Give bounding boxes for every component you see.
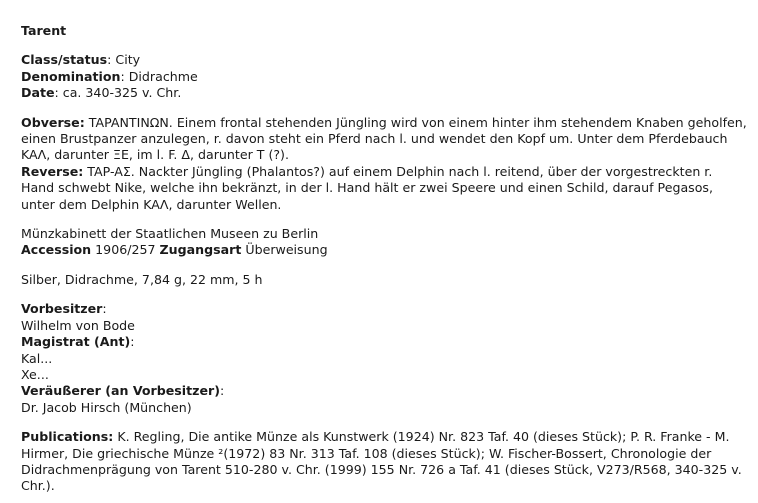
- veraeusserer-value: Dr. Jacob Hirsch (München): [21, 399, 192, 415]
- physical-description: Silber, Didrachme, 7,84 g, 22 mm, 5 h: [21, 271, 263, 287]
- coin-record: [21, 23, 749, 495]
- denomination-label: Denomination: [21, 68, 121, 84]
- vorbesitzer-value: Wilhelm von Bode: [21, 317, 135, 333]
- reverse-text: TAP-AΣ. Nackter Jüngling (Phalantos?) auf einem Delphin nach l. reitend, über der vorgestreckten r. Hand schwebt Nike, welche ihn bekränzt, in der l. Hand hält er zwei Speere und einen Schild, darauf Pegasos, unter dem Delphin KAΛ, darunter Wellen.: [21, 163, 713, 212]
- magistrat-value-1: Kal...: [21, 350, 53, 366]
- publications-text: K. Regling, Die antike Münze als Kunstwerk (1924) Nr. 823 Taf. 40 (dieses Stück); P. R. Franke - M. Hirmer, Die griechische Münze ²(1972) 83 Nr. 313 Taf. 108 (dieses Stück); W. Fischer-Bossert, Chronologie der Didrachmenprägung von Tarent 510-280 v. Chr. (1999) 155 Nr. 726 a Taf. 41 (dieses Stück, V273/R568, 340-325 v. Chr.).: [21, 429, 742, 494]
- date-label: Date: [21, 85, 55, 101]
- date-value: ca. 340-325 v. Chr.: [62, 85, 182, 101]
- reverse-label: Reverse:: [21, 163, 84, 179]
- denomination-value: Didrachme: [128, 68, 198, 84]
- vorbesitzer-label: Vorbesitzer: [21, 301, 103, 317]
- publications-label: Publications:: [21, 429, 114, 445]
- denomination-row: Denomination: Didrachme: [21, 68, 198, 84]
- accession-label: Accession: [21, 242, 92, 258]
- reverse-description: [21, 164, 749, 213]
- zugangsart-label: Zugangsart: [159, 242, 242, 258]
- museum-name: Münzkabinett der Staatlichen Museen zu Berlin: [21, 226, 319, 242]
- obverse-text: TAPANTINΩN. Einem frontal stehenden Jüngling wird von einem hinter ihm stehendem Knaben geholfen, einen Brustpanzer anzulegen, r. davon steht ein Pferd nach l. und wendet den Kopf um. Unter dem Pferdebauch KAΛ, darunter ΞE, im l. F. Δ, darunter T (?).: [21, 114, 747, 163]
- class-status-value: City: [115, 52, 141, 68]
- magistrat-row: Magistrat (Ant):: [21, 334, 135, 350]
- magistrat-value-2: Xe...: [21, 366, 49, 382]
- date-row: Date: ca. 340-325 v. Chr.: [21, 85, 182, 101]
- collection-block: [21, 226, 749, 259]
- record-title: Tarent: [21, 23, 67, 38]
- obverse-description: [21, 115, 749, 164]
- zugangsart-value: Überweisung: [245, 242, 328, 258]
- class-status-label: Class/status: [21, 52, 108, 68]
- class-status-row: Class/status: City: [21, 52, 141, 68]
- veraeusserer-row: Veräußerer (an Vorbesitzer):: [21, 383, 225, 399]
- publications: [21, 429, 749, 495]
- vorbesitzer-row: Vorbesitzer:: [21, 301, 107, 317]
- magistrat-label: Magistrat (Ant): [21, 334, 131, 350]
- meta-block: [21, 52, 749, 101]
- provenance-block: [21, 301, 749, 416]
- obverse-label: Obverse:: [21, 114, 85, 130]
- veraeusserer-label: Veräußerer (an Vorbesitzer): [21, 383, 220, 399]
- accession-row: [21, 242, 749, 258]
- accession-value: 1906/257: [95, 242, 156, 258]
